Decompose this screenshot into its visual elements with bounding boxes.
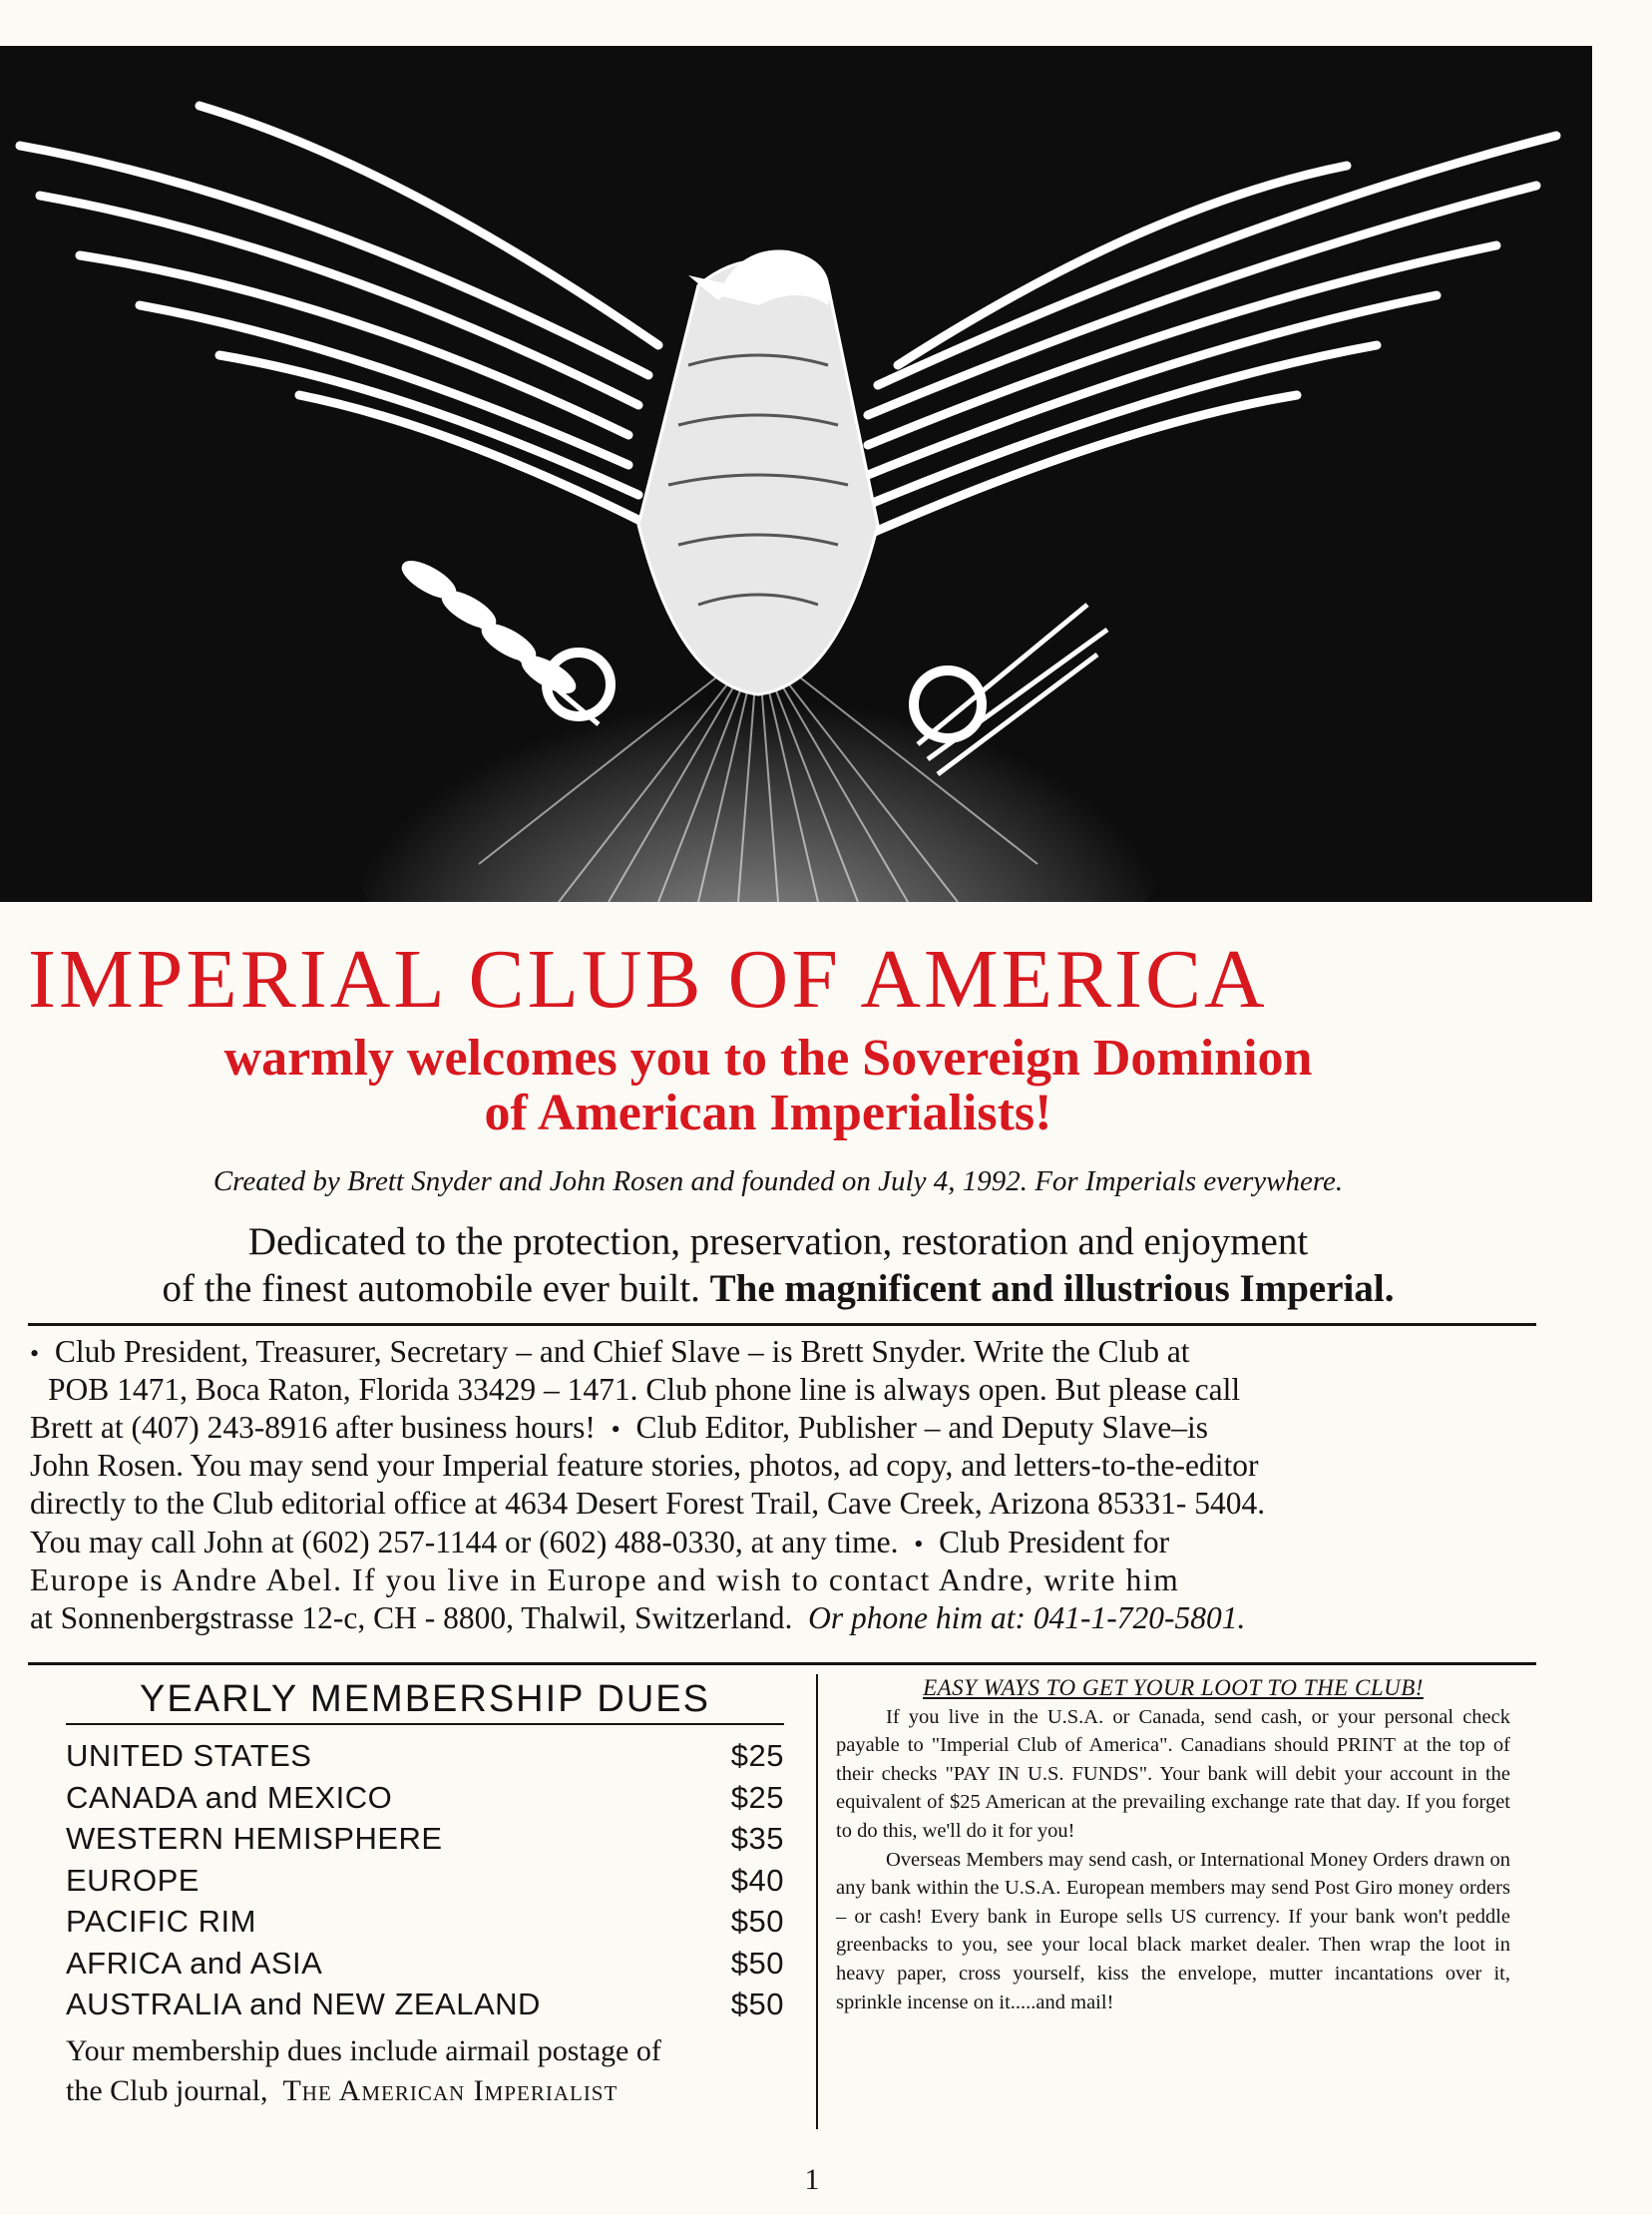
info-line: Europe is Andre Abel. If you live in Europe and wish to contact Andre, write him [30, 1561, 1180, 1597]
welcome-line: of American Imperialists! [484, 1084, 1052, 1141]
info-line [30, 1409, 1526, 1447]
dedication-emphasis: The magnificent and illustrious Imperial. [709, 1266, 1395, 1310]
membership-dues [66, 1678, 784, 2111]
dues-amount: $40 [730, 1862, 784, 1898]
info-line [30, 1524, 1526, 1561]
info-text: You may call John at (602) 257-1144 or (602) 488-0330, at any time. [30, 1524, 899, 1559]
dues-region: AUSTRALIA and NEW ZEALAND [66, 1987, 541, 2021]
dues-note-text: the Club journal, [66, 2073, 268, 2107]
dues-region: AFRICA and ASIA [66, 1945, 323, 1981]
divider [28, 1662, 1536, 1665]
info-line [30, 1333, 1526, 1371]
dues-region: CANADA and MEXICO [66, 1779, 393, 1815]
payment-paragraph: If you live in the U.S.A. or Canada, send cash, or your personal check payable to "Imperial Club of America". Canadians should PRINT at the top of their checks "PAY IN U.S. FUNDS". Your bank will debit your account in the equivalent of $25 American at the prevailing exchange rate that day. If you forget to do this, we'll do it for you! [836, 1705, 1510, 1842]
dues-amount: $25 [730, 1779, 784, 1815]
dues-row [66, 1777, 784, 1819]
dues-row [66, 1943, 784, 1985]
dues-note-line [66, 2071, 784, 2111]
dues-amount: $25 [730, 1738, 784, 1773]
journal-title: The American Imperialist [282, 2073, 619, 2107]
club-info [30, 1333, 1526, 1637]
dedication-line [0, 1266, 1556, 1313]
dues-note-line: Your membership dues include airmail postage of [66, 2033, 661, 2067]
info-line: POB 1471, Boca Raton, Florida 33429 – 1471. Club phone line is always open. But please call [48, 1372, 1241, 1408]
dues-row [66, 1860, 784, 1902]
info-text: Club President, Treasurer, Secretary – and Chief Slave – is Brett Snyder. Write the Club at [54, 1334, 1190, 1369]
club-title: IMPERIAL CLUB OF AMERICA [28, 933, 1268, 1026]
payment-instructions [836, 1674, 1510, 2016]
dues-amount: $35 [730, 1821, 784, 1856]
dues-row [66, 1901, 784, 1943]
dues-row [66, 1735, 784, 1777]
page-number: 1 [804, 2163, 820, 2196]
dues-region: UNITED STATES [66, 1738, 312, 1773]
dues-amount: $50 [730, 1945, 784, 1981]
info-text: Brett at (407) 243-8916 after business hours! [30, 1410, 596, 1446]
dedication-line: Dedicated to the protection, preservation, restoration and enjoyment [247, 1220, 1309, 1263]
welcome-line: warmly welcomes you to the Sovereign Dominion [223, 1030, 1313, 1087]
dues-table [66, 1735, 784, 2025]
info-line: directly to the Club editorial office at 4634 Desert Forest Trail, Cave Creek, Arizona 85331- 5404. [30, 1486, 1266, 1522]
credits-line: Created by Brett Snyder and John Rosen and founded on July 4, 1992. For Imperials everywhere. [212, 1165, 1344, 1197]
dedication [0, 1219, 1556, 1313]
bullet: • [914, 1529, 924, 1558]
eagle-photo [0, 46, 1592, 902]
dues-region: PACIFIC RIM [66, 1904, 256, 1939]
info-text: Club Editor, Publisher – and Deputy Slave–is [635, 1410, 1209, 1446]
bullet: • [30, 1339, 40, 1368]
info-line: John Rosen. You may send your Imperial feature stories, photos, ad copy, and letters-to-the-editor [30, 1448, 1259, 1484]
dedication-text: of the finest automobile ever built. [162, 1266, 700, 1310]
eagle-icon [0, 46, 1592, 902]
divider [28, 1323, 1536, 1326]
payment-heading: EASY WAYS TO GET YOUR LOOT TO THE CLUB! [923, 1675, 1424, 1700]
dues-heading: YEARLY MEMBERSHIP DUES [66, 1678, 784, 1725]
bullet: • [611, 1415, 620, 1445]
info-line [30, 1599, 1526, 1637]
dues-region: EUROPE [66, 1862, 200, 1898]
dues-region: WESTERN HEMISPHERE [66, 1821, 443, 1856]
info-text: Club President for [939, 1524, 1170, 1559]
column-divider [816, 1674, 818, 2129]
info-text: at Sonnenbergstrasse 12-c, CH - 8800, Thalwil, Switzerland. [30, 1599, 793, 1635]
dues-amount: $50 [730, 1904, 784, 1939]
payment-paragraph: Overseas Members may send cash, or International Money Orders drawn on any bank within the U.S.A. European members may send Post Giro money orders – or cash! Every bank in Europe sells US currency. If your bank won't peddle greenbacks to you, see your local black market dealer. Then wrap the loot in heavy paper, cross yourself, kiss the envelope, mutter incantations over it, sprinkle incense on it.....and mail! [836, 1848, 1510, 2013]
dues-row [66, 1818, 784, 1860]
dues-amount: $50 [730, 1987, 784, 2021]
welcome-heading [0, 1032, 1536, 1140]
dues-row [66, 1984, 784, 2025]
info-text: Or phone him at: 041-1-720-5801. [808, 1599, 1246, 1635]
dues-note [66, 2031, 784, 2111]
